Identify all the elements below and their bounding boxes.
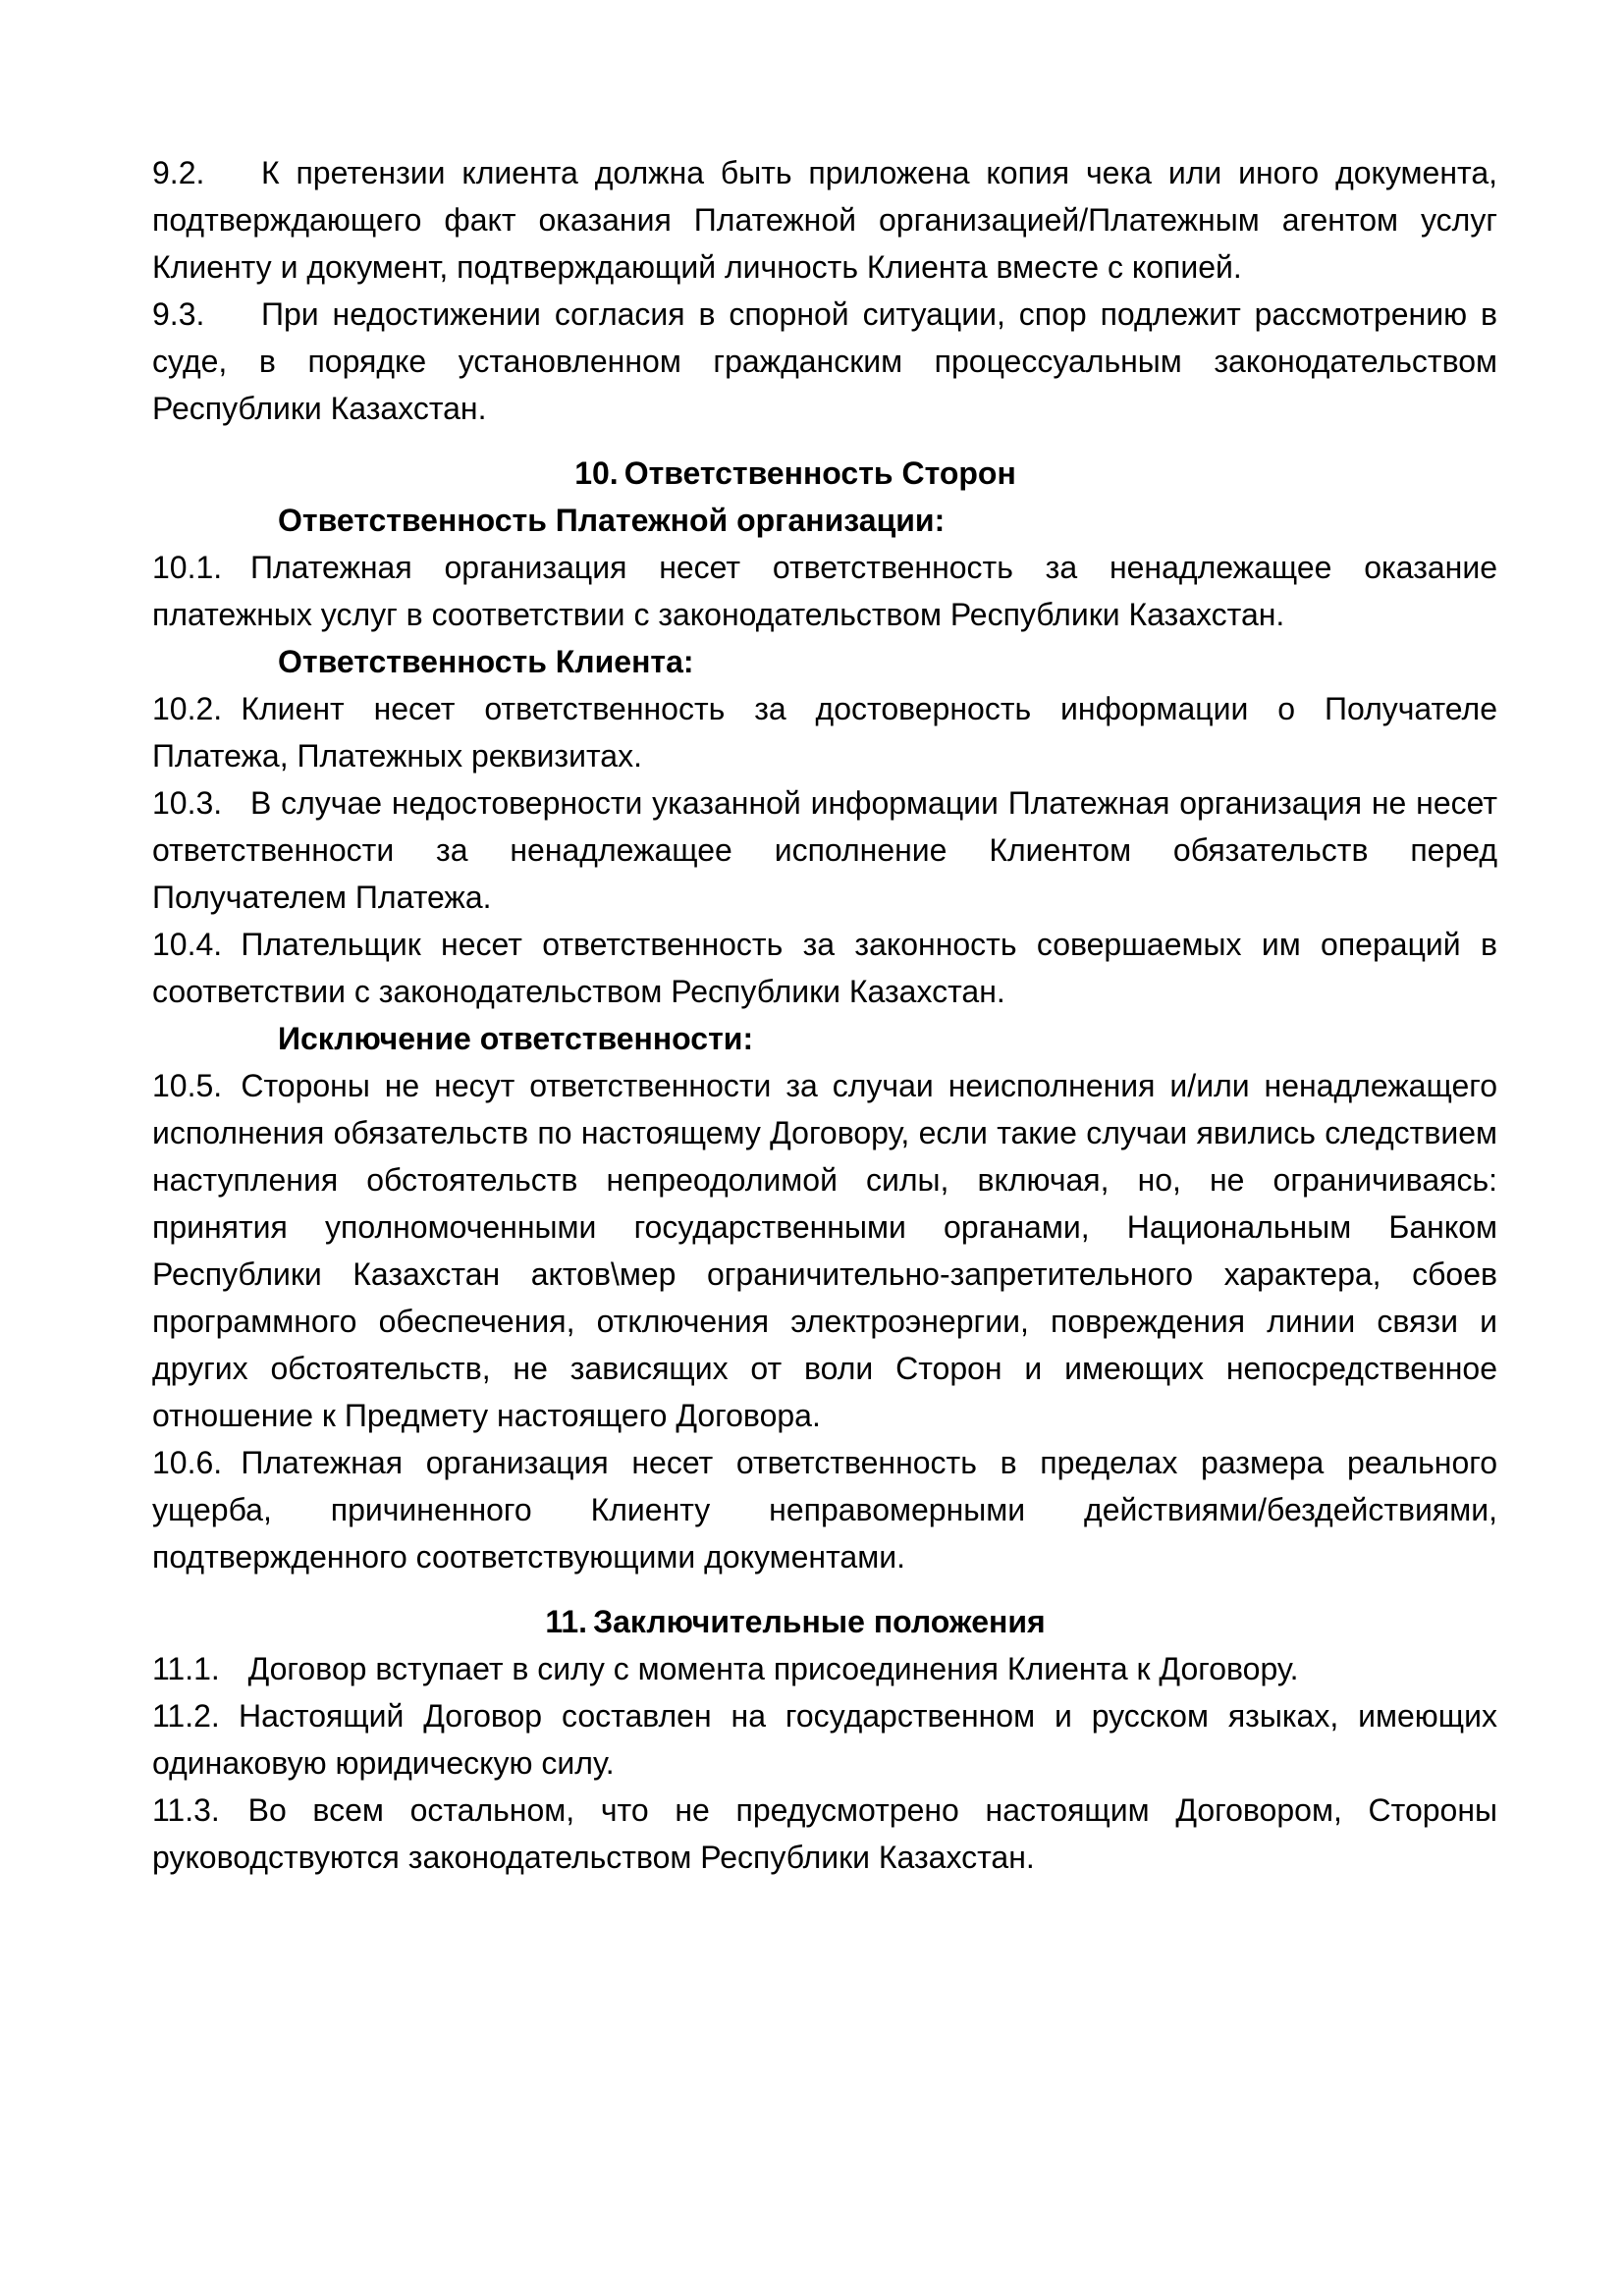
paragraph-text: Платежная организация несет ответственность в пределах размера реального ущерба, причиненного Клиенту неправомерными действиями/бездействиями, подтвержденного соответствующими документами. bbox=[152, 1445, 1497, 1575]
paragraph-text: Платежная организация несет ответственность за ненадлежащее оказание платежных услуг в соответствии с законодательством Республики Казахстан. bbox=[152, 550, 1497, 632]
item-number: 10. bbox=[574, 455, 619, 491]
paragraph bbox=[152, 779, 1497, 921]
heading-text: Ответственность Клиента: bbox=[278, 644, 694, 679]
item-number: 9.2. bbox=[152, 155, 205, 190]
paragraph-text: При недостижении согласия в спорной ситуации, спор подлежит рассмотрению в суде, в порядке установленном гражданским процессуальным законодательством Республики Казахстан. bbox=[152, 296, 1497, 426]
paragraph bbox=[152, 1787, 1497, 1881]
section-heading bbox=[152, 450, 1497, 497]
paragraph bbox=[152, 1062, 1497, 1439]
item-number: 10.1. bbox=[152, 550, 223, 585]
section-heading bbox=[152, 1598, 1497, 1645]
item-number: 10.5. bbox=[152, 1068, 223, 1103]
paragraph-text: К претензии клиента должна быть приложена копия чека или иного документа, подтверждающего факт оказания Платежной организацией/Платежным агентом услуг Клиенту и документ, подтверждающий личность Клиента вместе с копией. bbox=[152, 155, 1497, 285]
paragraph bbox=[152, 544, 1497, 638]
paragraph bbox=[152, 1645, 1497, 1692]
item-number: 11. bbox=[545, 1604, 588, 1639]
document-body bbox=[152, 149, 1497, 1881]
paragraph-text: Договор вступает в силу с момента присоединения Клиента к Договору. bbox=[247, 1651, 1299, 1686]
paragraph bbox=[152, 149, 1497, 291]
subheading bbox=[152, 497, 1497, 544]
subheading bbox=[152, 1015, 1497, 1062]
paragraph-text: Во всем остальном, что не предусмотрено настоящим Договором, Стороны руководствуются законодательством Республики Казахстан. bbox=[152, 1792, 1497, 1875]
item-number: 10.6. bbox=[152, 1445, 223, 1480]
section-spacer bbox=[152, 432, 1497, 450]
paragraph bbox=[152, 921, 1497, 1015]
paragraph bbox=[152, 291, 1497, 432]
item-number: 11.3. bbox=[152, 1792, 220, 1828]
item-number: 11.2. bbox=[152, 1698, 220, 1734]
heading-text: Заключительные положения bbox=[593, 1604, 1046, 1639]
item-number: 9.3. bbox=[152, 296, 205, 332]
subheading bbox=[152, 638, 1497, 685]
paragraph-text: В случае недостоверности указанной информации Платежная организация не несет ответственности за ненадлежащее исполнение Клиентом обязательств перед Получателем Платежа. bbox=[152, 785, 1497, 915]
paragraph-text: Настоящий Договор составлен на государственном и русском языках, имеющих одинаковую юридическую силу. bbox=[152, 1698, 1497, 1781]
item-number: 10.4. bbox=[152, 927, 223, 962]
paragraph bbox=[152, 685, 1497, 779]
paragraph-text: Клиент несет ответственность за достоверность информации о Получателе Платежа, Платежных реквизитах. bbox=[152, 691, 1497, 774]
paragraph-text: Стороны не несут ответственности за случаи неисполнения и/или ненадлежащего исполнения обязательств по настоящему Договору, если такие случаи явились следствием наступления обстоятельств непреодолимой силы, включая, но, не ограничиваясь: принятия уполномоченными государственными органами, Национальным Банком Республики Казахстан актов\мер ограничительно-запретительного характера, сбоев программного обеспечения, отключения электроэнергии, повреждения линии связи и других обстоятельств, не зависящих от воли Сторон и имеющих непосредственное отношение к Предмету настоящего Договора. bbox=[152, 1068, 1497, 1433]
paragraph bbox=[152, 1439, 1497, 1580]
heading-text: Исключение ответственности: bbox=[278, 1021, 754, 1056]
heading-text: Ответственность Платежной организации: bbox=[278, 503, 946, 538]
item-number: 10.3. bbox=[152, 785, 223, 821]
item-number: 10.2. bbox=[152, 691, 223, 726]
section-spacer bbox=[152, 1580, 1497, 1598]
paragraph-text: Плательщик несет ответственность за законность совершаемых им операций в соответствии с законодательством Республики Казахстан. bbox=[152, 927, 1497, 1009]
item-number: 11.1. bbox=[152, 1651, 220, 1686]
paragraph bbox=[152, 1692, 1497, 1787]
heading-text: Ответственность Сторон bbox=[623, 455, 1016, 491]
